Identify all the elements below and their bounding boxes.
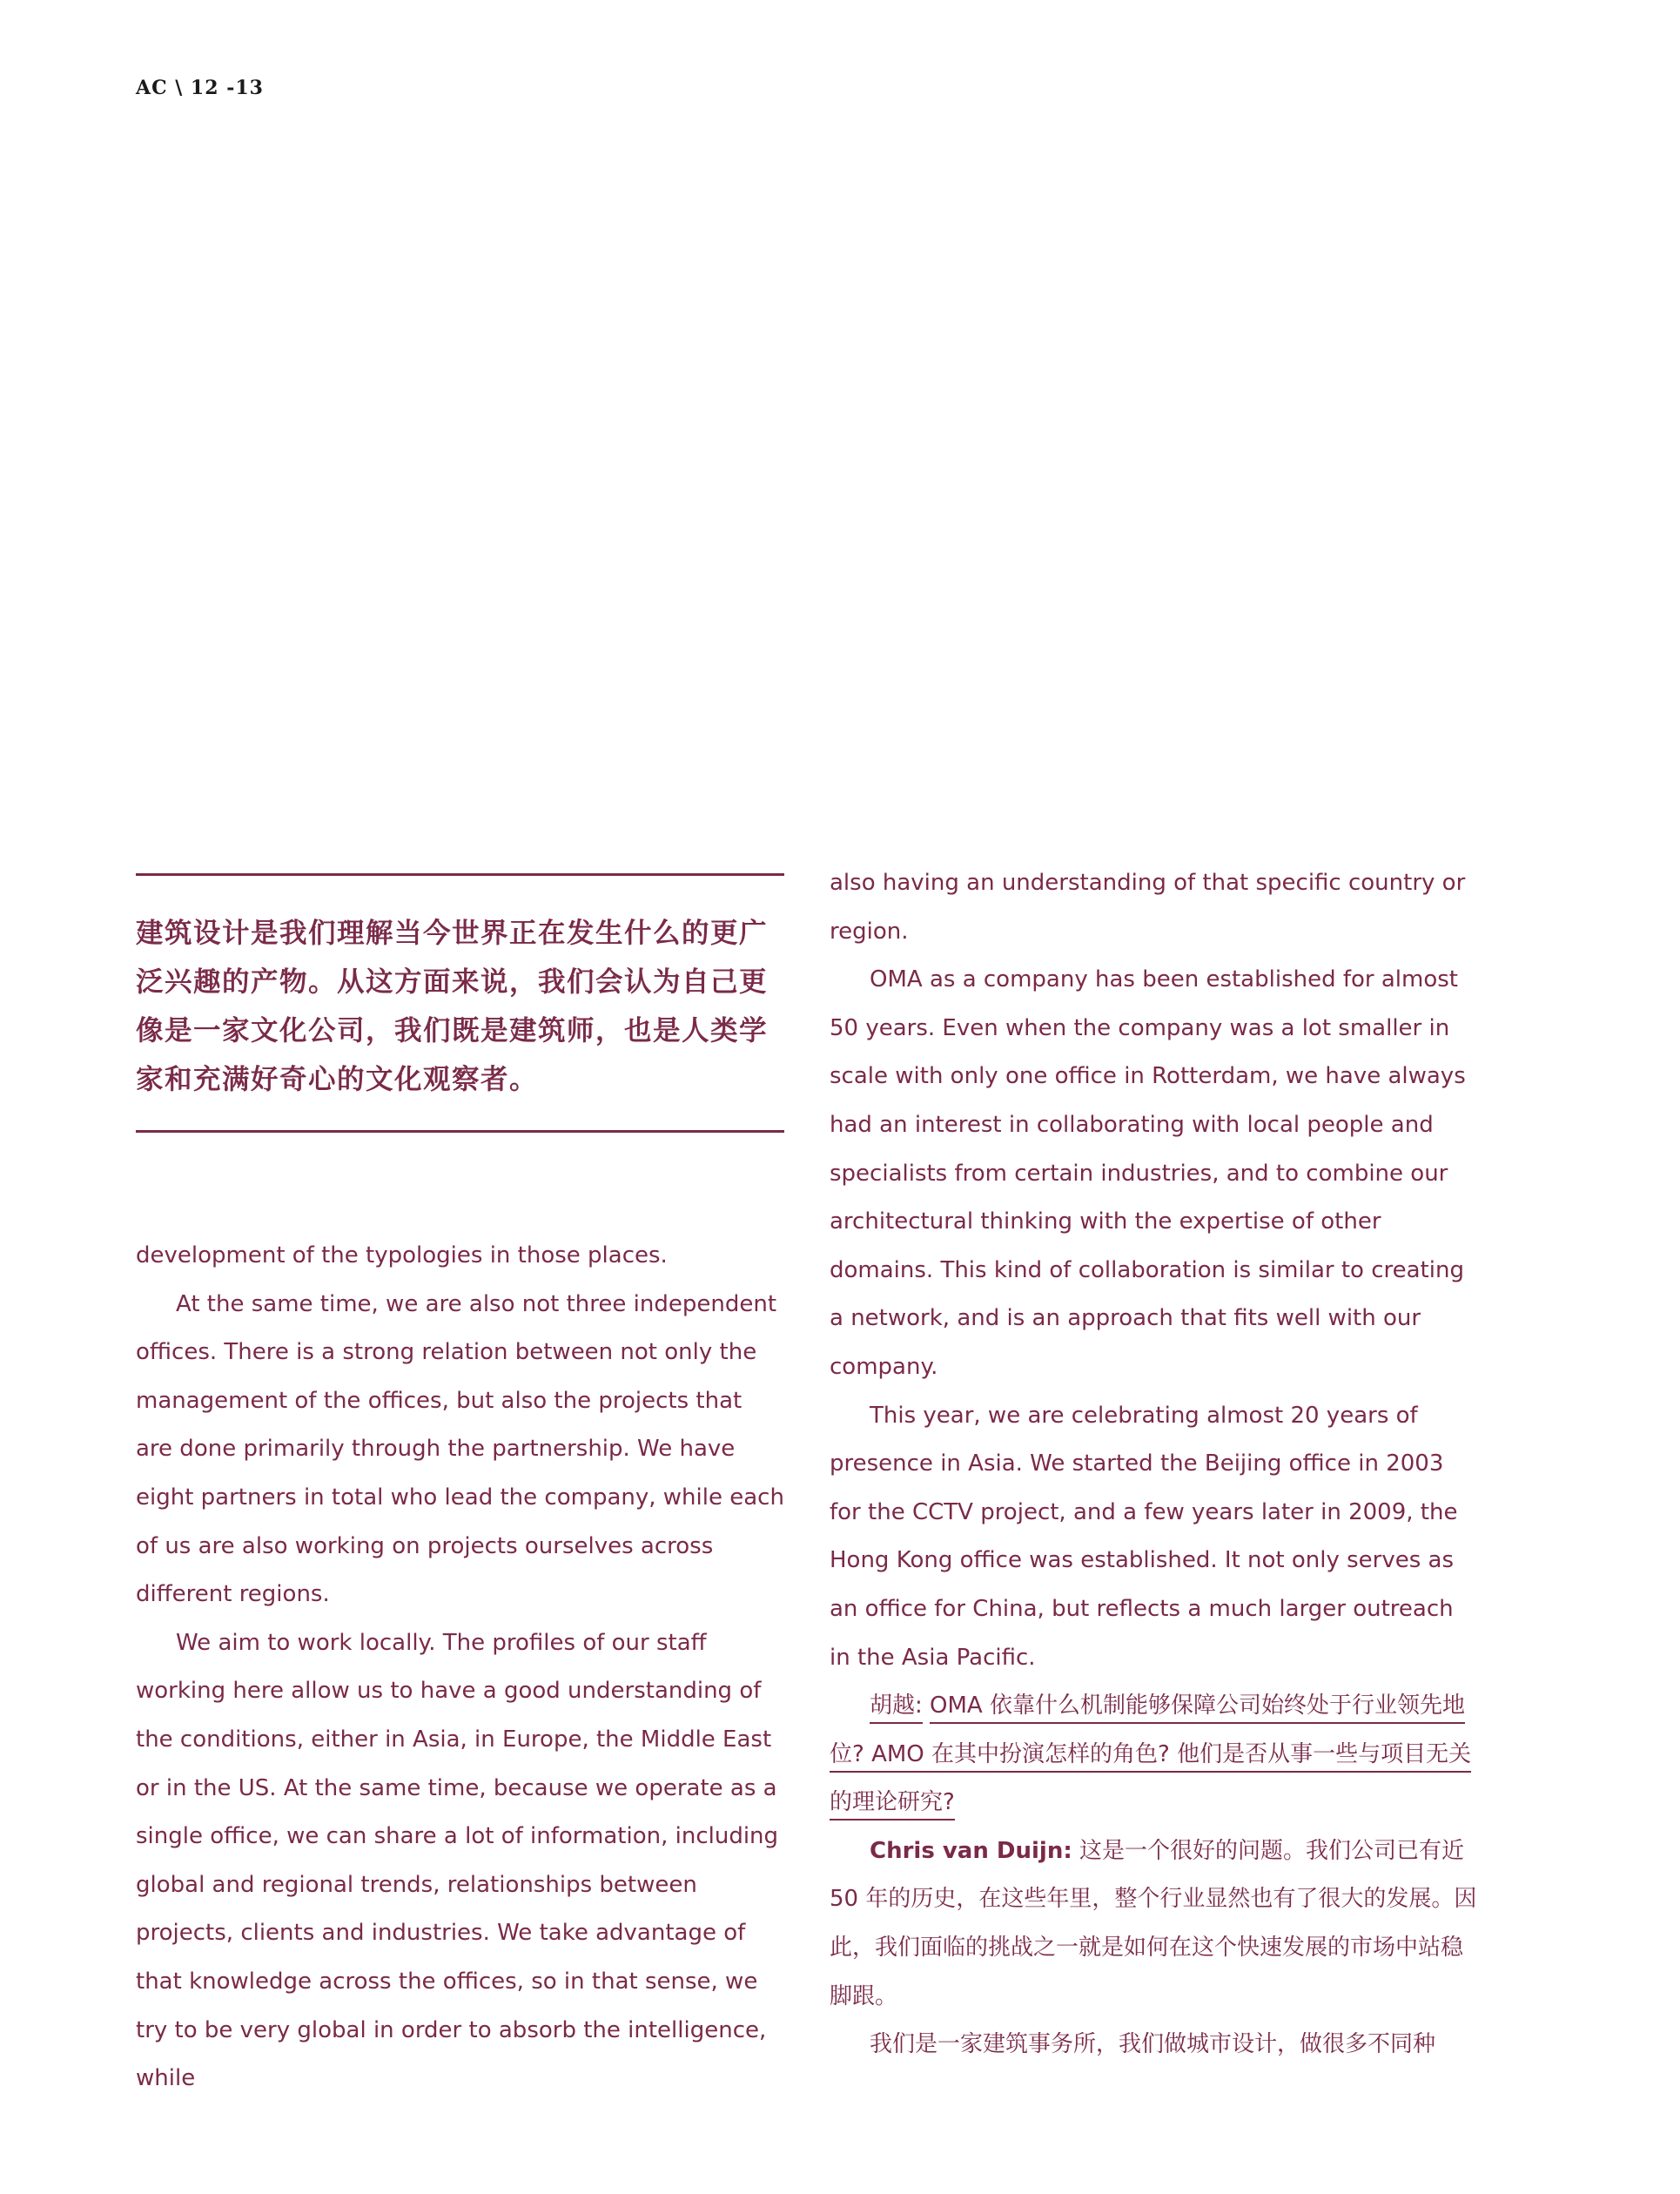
left-column: [136, 1232, 784, 2103]
right-paragraph-2: OMA as a company has been established for almost 50 years. Even when the company was a lot smaller in scale with only one office in Rotterdam, we have always had an interest in collaborating with local people and specialists from certain industries, and to combine our architectural thinking with the expertise of other domains. This kind of collaboration is similar to creating a network, and is an approach that fits well with our company.: [830, 966, 1466, 1380]
right-paragraph-1: also having an understanding of that specific country or region.: [830, 870, 1466, 945]
left-paragraph-3: We aim to work locally. The profiles of our staff working here allow us to have a good understanding of the conditions, either in Asia, in Europe, the Middle East or in the US. At the same time, because we operate as a single office, we can share a lot of information, including global and regional trends, relationships between projects, clients and industries. We take advantage of that knowledge across the offices, so in that sense, we try to be very global in order to absorb the intelligence, while: [136, 1629, 779, 2092]
interview-question: [830, 1682, 1478, 1827]
answer-speaker: Chris van Duijn:: [870, 1837, 1072, 1864]
pull-quote-text: 建筑设计是我们理解当今世界正在发生什么的更广泛兴趣的产物。从这方面来说，我们会认为自己更像是一家文化公司，我们既是建筑师，也是人类学家和充满好奇心的文化观察者。: [136, 918, 769, 1095]
right-column: [830, 859, 1478, 2069]
answer-text-continued: 我们是一家建筑事务所，我们做城市设计，做很多不同种: [870, 2031, 1436, 2058]
left-paragraph-1: development of the typologies in those places.: [136, 1242, 668, 1269]
right-paragraph-3: This year, we are celebrating almost 20 years of presence in Asia. We started the Beijing office in 2003 for the CCTV project, and a few years later in 2009, the Hong Kong office was established. It not only serves as an office for China, but reflects a much larger outreach in the Asia Pacific.: [830, 1402, 1458, 1671]
question-text: OMA 依靠什么机制能够保障公司始终处于行业领先地位? AMO 在其中扮演怎样的角色? 他们是否从事一些与项目无关的理论研究?: [830, 1693, 1471, 1820]
answer-text: 这是一个很好的问题。我们公司已有近 50 年的历史，在这些年里，整个行业显然也有了很大的发展。因此，我们面临的挑战之一就是如何在这个快速发展的市场中站稳脚跟。: [830, 1837, 1477, 2009]
interview-answer: [830, 1827, 1478, 2021]
question-speaker: 胡越:: [870, 1693, 923, 1724]
page-folio: AC \ 12 -13: [136, 77, 264, 99]
pull-quote: [136, 873, 784, 1133]
left-paragraph-2: At the same time, we are also not three independent offices. There is a strong relation between not only the management of the offices, but also the projects that are done primarily through the partnership. We have eight partners in total who lead the company, while each of us are also working on projects ourselves across different regions.: [136, 1290, 784, 1608]
